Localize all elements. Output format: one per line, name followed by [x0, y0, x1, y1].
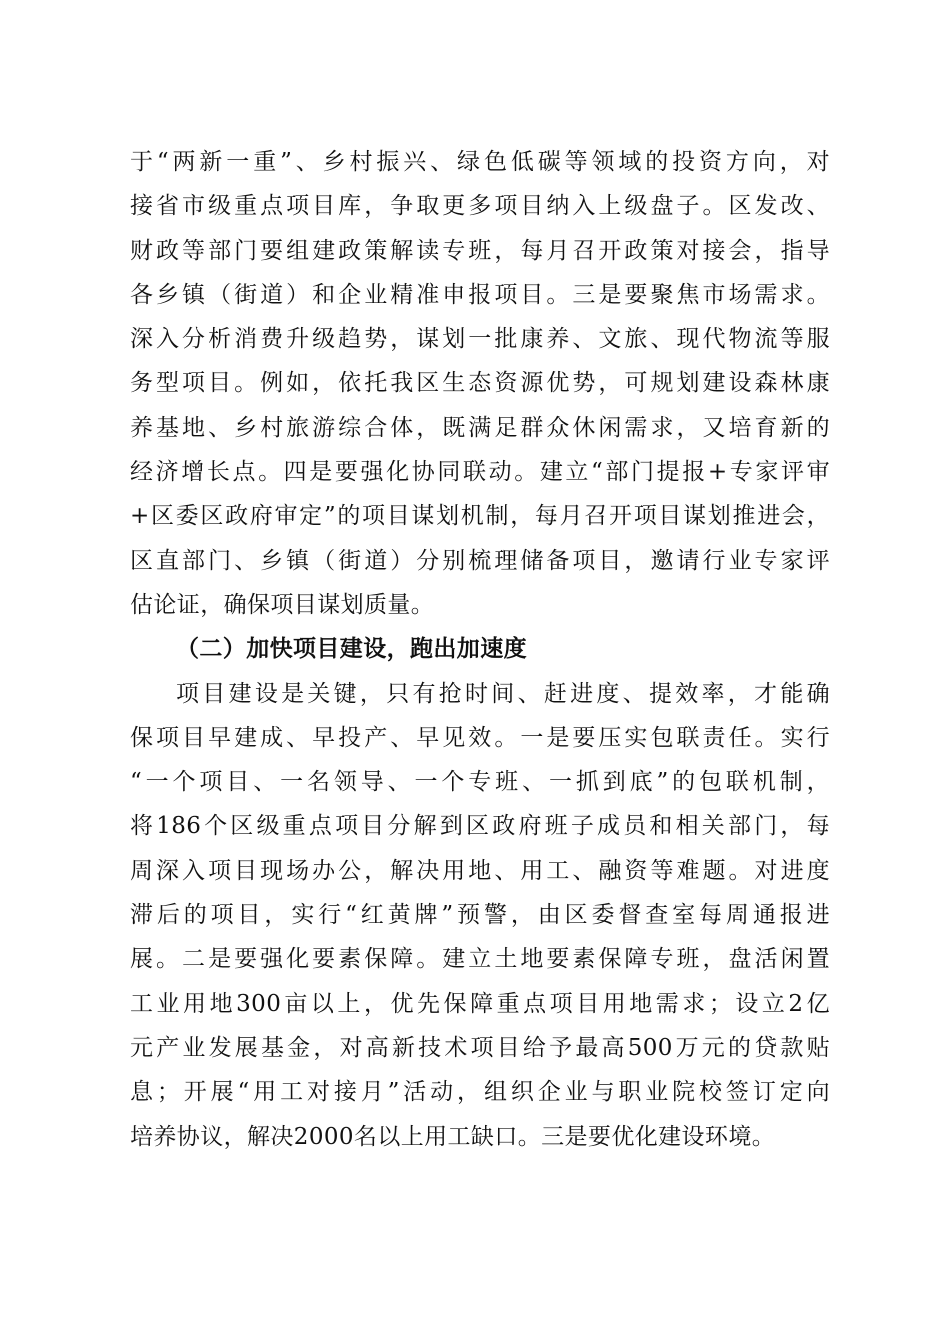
text-line: 接省市级重点项目库，争取更多项目纳入上级盘子。区发改、	[130, 193, 830, 220]
text-line: 工业用地300亩以上，优先保障重点项目用地需求；设立2亿	[130, 990, 830, 1017]
text-line: 保项目早建成、早投产、早见效。一是要压实包联责任。实行	[130, 724, 830, 751]
paragraph-first-line: 项目建设是关键，只有抢时间、赶进度、提效率，才能确	[176, 680, 830, 707]
text-line: 经济增长点。四是要强化协同联动。建立“部门提报+专家评审	[130, 459, 830, 486]
text-line: 周深入项目现场办公，解决用地、用工、融资等难题。对进度	[130, 857, 830, 884]
text-line: 估论证，确保项目谋划质量。	[130, 591, 435, 618]
text-line: 元产业发展基金，对高新技术项目给予最高500万元的贷款贴	[130, 1034, 830, 1061]
section-heading: （二）加快项目建设，跑出加速度	[176, 635, 527, 663]
text-line: 展。二是要强化要素保障。建立土地要素保障专班，盘活闲置	[130, 946, 830, 973]
text-line: 深入分析消费升级趋势，谋划一批康养、文旅、现代物流等服	[130, 326, 830, 353]
text-line: 财政等部门要组建政策解读专班，每月召开政策对接会，指导	[130, 237, 830, 264]
text-line: 各乡镇（街道）和企业精准申报项目。三是要聚焦市场需求。	[130, 281, 830, 308]
text-line: 于“两新一重”、乡村振兴、绿色低碳等领域的投资方向，对	[130, 149, 830, 175]
text-line: 务型项目。例如，依托我区生态资源优势，可规划建设森林康	[130, 370, 830, 397]
text-line: 息；开展“用工对接月”活动，组织企业与职业院校签订定向	[130, 1079, 830, 1106]
text-line: 养基地、乡村旅游综合体，既满足群众休闲需求，又培育新的	[130, 414, 830, 441]
document-body	[130, 140, 830, 1159]
text-line: 滞后的项目，实行“红黄牌”预警，由区委督查室每周通报进	[130, 902, 830, 929]
text-line: 培养协议，解决2000名以上用工缺口。三是要优化建设环境。	[130, 1123, 776, 1150]
text-line: 区直部门、乡镇（街道）分别梳理储备项目，邀请行业专家评	[130, 547, 830, 574]
text-line: 将186个区级重点项目分解到区政府班子成员和相关部门，每	[130, 813, 830, 840]
text-line: “一个项目、一名领导、一个专班、一抓到底”的包联机制，	[130, 769, 830, 796]
text-line: +区委区政府审定”的项目谋划机制，每月召开项目谋划推进会，	[130, 503, 830, 530]
